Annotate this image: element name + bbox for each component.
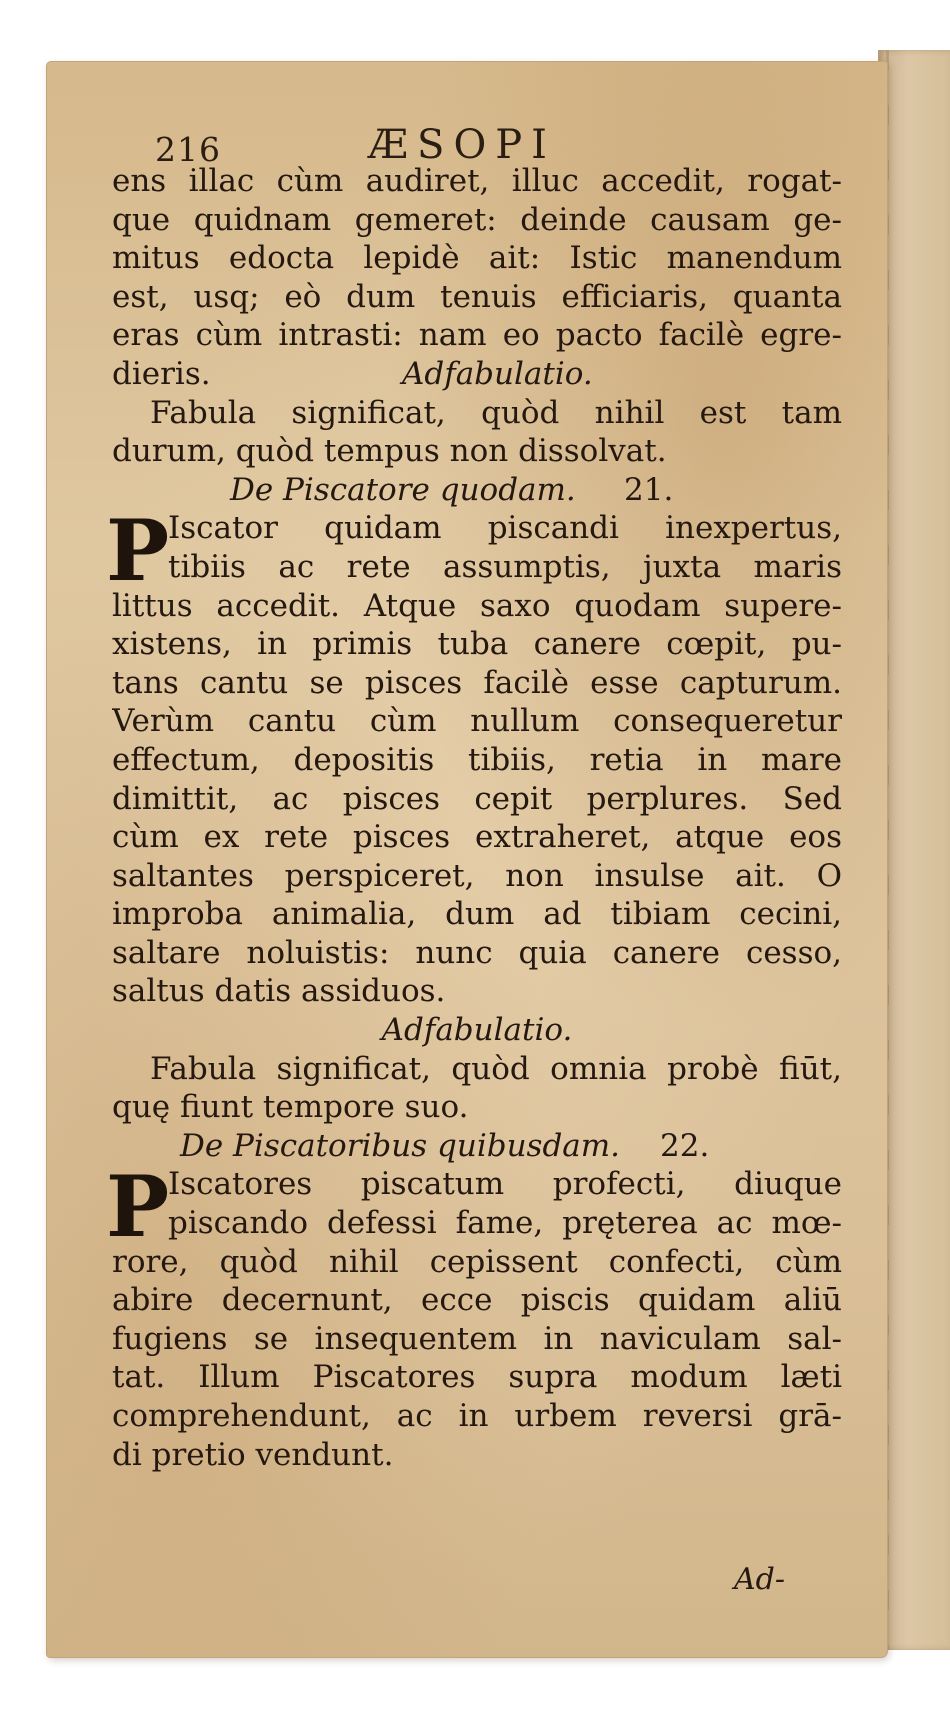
body-line: tans cantu se pisces facilè esse capturum. xyxy=(112,664,842,701)
drop-cap: P xyxy=(106,1157,170,1257)
body-line: tat. Illum Piscatores supra modum læti xyxy=(112,1359,842,1396)
body-line: saltare noluistis: nunc quia canere cesso, xyxy=(112,934,842,971)
body-line: di pretio vendunt. xyxy=(112,1436,394,1473)
drop-cap: P xyxy=(106,501,170,601)
body-line: fugiens se insequentem in naviculam sal- xyxy=(112,1320,842,1357)
body-line: effectum, depositis tibiis, retia in mare xyxy=(112,741,842,778)
body-line: saltantes perspiceret, non insulse ait. O xyxy=(112,857,842,894)
fable-paragraph xyxy=(106,501,842,1011)
page-text xyxy=(106,162,842,1474)
body-line: mitus edocta lepidè ait: Istic manendum xyxy=(112,240,842,277)
fable-number: 21. xyxy=(624,471,674,508)
body-line: cùm ex rete pisces extraheret, atque eos xyxy=(112,819,842,856)
body-line: Iscatores piscatum profecti, diuque xyxy=(168,1166,842,1203)
body-line: Verùm cantu cùm nullum consequeretur xyxy=(112,703,842,740)
body-line: rore, quòd nihil cepissent confecti, cùm xyxy=(112,1243,842,1280)
body-line: dimittit, ac pisces cepit perplures. Sed xyxy=(112,780,842,817)
fable-title xyxy=(112,1127,842,1166)
body-line: littus accedit. Atque saxo quodam supere- xyxy=(112,587,842,624)
body-line: saltus datis assiduos. xyxy=(112,973,446,1010)
moral-line: Fabula significat, quòd nihil est tam xyxy=(150,394,842,431)
body-line: Iscator quidam piscandi inexpertus, xyxy=(168,510,842,547)
moral-line: durum, quòd tempus non dissolvat. xyxy=(112,433,667,470)
page-number: 216 xyxy=(155,130,221,169)
fable-number: 22. xyxy=(660,1127,710,1164)
body-line: eras cùm intrasti: nam eo pacto facilè egre- xyxy=(112,317,842,354)
body-line: xistens, in primis tuba canere cœpit, pu- xyxy=(112,626,842,663)
fable-title-text: De Piscatore quodam. xyxy=(230,471,576,508)
fable-paragraph xyxy=(106,1157,842,1474)
catchword: Ad- xyxy=(734,1562,786,1597)
moral-line: quę fiunt tempore suo. xyxy=(112,1089,469,1126)
adfabulatio-heading: Adfabulatio. xyxy=(402,355,593,392)
body-line: tibiis ac rete assumptis, juxta maris xyxy=(168,548,842,585)
running-head: ÆSOPI xyxy=(368,122,556,168)
body-line: abire decernunt, ecce piscis quidam aliū xyxy=(112,1282,842,1319)
body-line: comprehendunt, ac in urbem reversi grā- xyxy=(112,1398,842,1434)
body-line: que quidnam gemeret: deinde causam ge- xyxy=(112,201,842,238)
adjacent-page-edge xyxy=(878,50,950,1650)
body-line: ens illac cùm audiret, illuc accedit, rogat- xyxy=(112,163,842,199)
fable-title-text: De Piscatoribus quibusdam. xyxy=(180,1127,621,1164)
body-line: piscando defessi fame, pręterea ac mœ- xyxy=(168,1205,842,1242)
adfabulatio-heading: Adfabulatio. xyxy=(381,1012,573,1049)
moral-line: Fabula significat, quòd omnia probè fiūt, xyxy=(150,1050,842,1087)
fable-title xyxy=(112,471,842,510)
closing-line-with-heading xyxy=(112,355,842,394)
body-line: improba animalia, dum ad tibiam cecini, xyxy=(112,896,842,933)
body-line-end: dieris. xyxy=(112,355,211,392)
page-header xyxy=(110,118,850,168)
body-line: est, usq; eò dum tenuis efficiaris, quanta xyxy=(112,278,842,315)
